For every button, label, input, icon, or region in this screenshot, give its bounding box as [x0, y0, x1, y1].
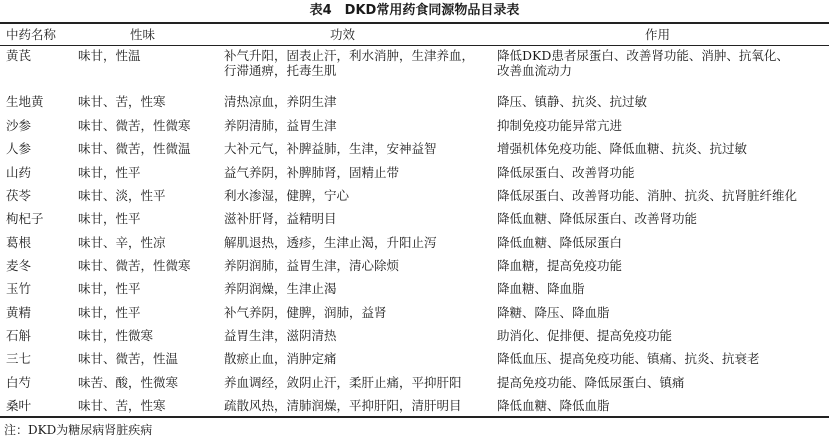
- herb-use: [497, 94, 647, 109]
- herb-name: 桑叶: [6, 398, 32, 413]
- herb-use-line: 改善血流动力: [497, 63, 573, 78]
- herb-name: 石斛: [6, 328, 32, 343]
- herb-name: 葛根: [6, 235, 32, 250]
- herb-nature: 味甘、微苦，性微温: [78, 141, 191, 156]
- herb-use: [497, 211, 697, 226]
- herb-nature: 味甘，性平: [78, 281, 141, 296]
- herb-nature: 味甘、淡，性平: [78, 188, 166, 203]
- herb-name: 人参: [6, 141, 32, 156]
- herb-effect: [224, 235, 437, 250]
- header-effect: 功效: [330, 27, 356, 42]
- herb-effect: [224, 165, 399, 180]
- herb-effect: [224, 351, 337, 366]
- herb-use: [497, 235, 622, 250]
- herb-effect: [224, 375, 462, 390]
- herb-name: 茯苓: [6, 188, 32, 203]
- herb-use: [497, 188, 797, 203]
- herb-nature: 味甘、微苦，性微寒: [78, 118, 191, 133]
- herb-effect: [224, 141, 437, 156]
- herb-effect-line: 行滞通痹，托毒生肌: [224, 63, 337, 78]
- herb-use-line: 降糖、降压、降血脂: [497, 305, 610, 320]
- herb-effect: [224, 94, 337, 109]
- herb-effect-line: 大补元气，补脾益肺，生津，安神益智: [224, 141, 437, 156]
- herb-effect-line: 疏散风热，清肺润燥，平抑肝阳，清肝明目: [224, 398, 462, 413]
- table-footnote: 注：DKD为糖尿病肾脏疾病: [4, 423, 153, 437]
- herb-nature: 味甘、辛，性凉: [78, 235, 166, 250]
- herb-use-line: 降低血压、提高免疫功能、镇痛、抗炎、抗衰老: [497, 351, 760, 366]
- herb-use-line: 降低血糖、降低尿蛋白: [497, 235, 623, 250]
- herb-effect: [224, 118, 337, 133]
- herb-effect-line: 养阴清肺，益胃生津: [224, 118, 337, 133]
- herb-use-line: 降低尿蛋白、改善肾功能: [497, 165, 635, 180]
- herb-use: [497, 328, 672, 343]
- herb-use: [497, 375, 685, 390]
- herb-name: 玉竹: [6, 281, 32, 296]
- herb-use-line: 抑制免疫功能异常亢进: [497, 118, 623, 133]
- herb-effect: [224, 328, 337, 343]
- herb-use-line: 降低DKD患者尿蛋白、改善肾功能、消肿、抗氧化、: [497, 48, 789, 63]
- herb-use: [497, 258, 622, 273]
- herb-use: [497, 48, 789, 78]
- herb-use-line: 增强机体免疫功能、降低血糖、抗炎、抗过敏: [497, 141, 748, 156]
- bottom-rule: [0, 416, 829, 418]
- herb-effect-line: 滋补肝肾，益精明目: [224, 211, 337, 226]
- header-name: 中药名称: [6, 27, 57, 42]
- header-rule: [0, 45, 829, 46]
- herb-use: [497, 165, 635, 180]
- herb-effect-line: 清热凉血，养阴生津: [224, 94, 337, 109]
- herb-name: 白芍: [6, 375, 32, 390]
- herb-effect: [224, 258, 399, 273]
- herb-effect-line: 补气升阳，固表止汗，利水消肿，生津养血，: [224, 48, 475, 63]
- herb-nature: 味甘，性平: [78, 305, 141, 320]
- herb-name: 沙参: [6, 118, 32, 133]
- herb-use-line: 降低尿蛋白、改善肾功能、消肿、抗炎、抗肾脏纤维化: [497, 188, 798, 203]
- herb-nature: 味苦、酸，性微寒: [78, 375, 179, 390]
- herb-effect: [224, 398, 462, 413]
- herb-effect: [224, 188, 349, 203]
- herb-effect: [224, 48, 474, 78]
- header-use: 作用: [645, 27, 671, 42]
- herb-nature: 味甘、微苦，性温: [78, 351, 179, 366]
- herb-use-line: 降压、镇静、抗炎、抗过敏: [497, 94, 648, 109]
- herb-name: 黄精: [6, 305, 32, 320]
- herb-use-line: 助消化、促排便、提高免疫功能: [497, 328, 673, 343]
- herb-use-line: 降血糖、降血脂: [497, 281, 585, 296]
- herb-effect: [224, 281, 337, 296]
- table-title: 表4 DKD常用药食同源物品目录表: [309, 3, 520, 18]
- herb-nature: 味甘、苦，性寒: [78, 398, 166, 413]
- herb-effect-line: 补气养阴，健脾，润肺，益肾: [224, 305, 387, 320]
- herb-use-line: 降血糖，提高免疫功能: [497, 258, 623, 273]
- herb-effect-line: 散瘀止血，消肿定痛: [224, 351, 337, 366]
- herb-nature: 味甘，性温: [78, 48, 141, 63]
- herb-nature: 味甘，性微寒: [78, 328, 154, 343]
- herb-use-line: 提高免疫功能、降低尿蛋白、镇痛: [497, 375, 685, 390]
- herb-use-line: 降低血糖、降低血脂: [497, 398, 610, 413]
- herb-name: 枸杞子: [6, 211, 44, 226]
- herb-nature: 味甘，性平: [78, 165, 141, 180]
- herb-nature: 味甘、苦，性寒: [78, 94, 166, 109]
- herb-use: [497, 398, 610, 413]
- herb-effect: [224, 305, 387, 320]
- herb-name: 山药: [6, 165, 32, 180]
- herb-use: [497, 305, 610, 320]
- herb-effect-line: 解肌退热，透疹，生津止渴，升阳止泻: [224, 235, 437, 250]
- herb-name: 三七: [6, 351, 32, 366]
- herb-effect-line: 益气养阴，补脾肺肾，固精止带: [224, 165, 400, 180]
- header-nature: 性味: [130, 27, 156, 42]
- herb-use: [497, 281, 585, 296]
- herb-effect-line: 养血调经，敛阴止汗，柔肝止痛，平抑肝阳: [224, 375, 462, 390]
- herb-use: [497, 351, 760, 366]
- herb-effect-line: 养阴润燥，生津止渴: [224, 281, 337, 296]
- table-header-row: [0, 26, 829, 44]
- top-rule: [0, 22, 829, 24]
- herb-use: [497, 118, 622, 133]
- herb-nature: 味甘、微苦，性微寒: [78, 258, 191, 273]
- herb-name: 麦冬: [6, 258, 32, 273]
- herb-use: [497, 141, 747, 156]
- herb-effect-line: 利水渗湿，健脾，宁心: [224, 188, 350, 203]
- herb-nature: 味甘，性平: [78, 211, 141, 226]
- herb-effect-line: 养阴润肺，益胃生津，清心除烦: [224, 258, 400, 273]
- herb-name: 生地黄: [6, 94, 44, 109]
- herb-effect-line: 益胃生津，滋阴清热: [224, 328, 337, 343]
- herb-use-line: 降低血糖、降低尿蛋白、改善肾功能: [497, 211, 698, 226]
- herb-effect: [224, 211, 337, 226]
- herb-name: 黄芪: [6, 48, 32, 63]
